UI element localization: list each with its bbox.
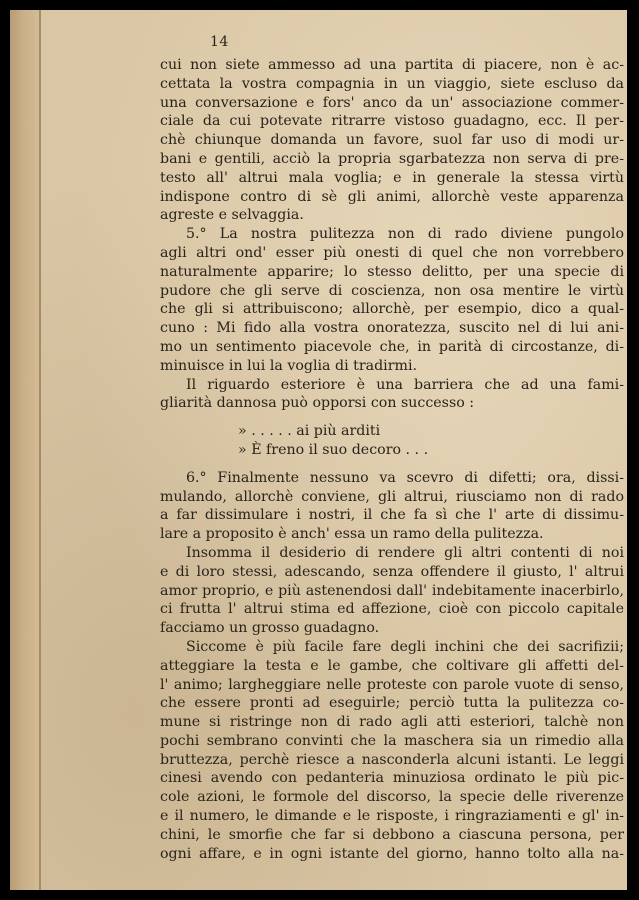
text-line: cinesi avendo con pedanteria minuziosa ordinato le più pic- (160, 770, 624, 787)
paragraphs-top (160, 56, 624, 413)
text-line: cuno : Mi fido alla vostra onoratezza, suscito nel di lui ani- (160, 320, 624, 337)
text-line: cui non siete ammesso ad una partita di piacere, non è ac- (160, 57, 624, 73)
text-line: ciale da cui potevate ritrarre vistoso guadagno, ecc. Il per- (160, 113, 624, 130)
page-number: 14 (210, 34, 229, 50)
text-line: 5.° La nostra pulitezza non di rado diviene pungolo (186, 226, 624, 243)
text-line: chè chiunque domanda un favore, suol far uso di modi ur- (160, 132, 624, 149)
text-line: ogni affare, e in ogni istante del giorno, hanno tolto alla na- (160, 845, 624, 862)
text-line: amor proprio, e più astenendosi dall' indebitamente inacerbirlo, (160, 582, 624, 599)
text-line: minuisce in lui la voglia di tradirmi. (160, 357, 418, 374)
text-line: Il riguardo esteriore è una barriera che ad una fami- (186, 376, 624, 393)
text-line: mo un sentimento piacevole che, in parità di circostanze, di- (160, 338, 624, 355)
text-line: bani e gentili, acciò la propria sgarbatezza non serva di pre- (160, 150, 624, 167)
text-line: a far dissimulare i nostri, il che fa sì che l' arte di dissimu- (160, 507, 624, 524)
quote-line: » È freno il suo decoro . . . (238, 441, 429, 458)
text-line: testo all' altrui mala voglia; e in generale la stessa virtù (160, 169, 624, 186)
text-line: l' animo; largheggiare nelle proteste con parole vuote di senso, (160, 676, 624, 693)
book-page (10, 10, 627, 890)
text-line: atteggiare la testa e le gambe, che coltivare gli affetti del- (160, 657, 624, 674)
book-spine (10, 10, 40, 890)
text-line: pochi sembrano convinti che la maschera sia un rimedio alla (160, 732, 624, 749)
text-line: ci frutta l' altrui stima ed affezione, cioè con piccolo capitale (160, 601, 624, 618)
text-line: chini, le smorfie che far si debbono a ciascuna persona, per (160, 826, 624, 843)
text-line: 6.° Finalmente nessuno va scevro di difetti; ora, dissi- (186, 469, 624, 486)
text-line: Insomma il desiderio di rendere gli altri contenti di noi (186, 544, 624, 561)
text-line: mulando, allorchè conviene, gli altrui, riusciamo non di rado (160, 488, 624, 505)
quote-gap-top (160, 413, 624, 422)
text-line: agli altri ond' esser più onesti di quel che non vorrebbero (160, 244, 624, 261)
text-line: bruttezza, perchè riesce a nasconderla alcuni istanti. Le leggi (160, 751, 624, 768)
text-line: cettata la vostra compagnia in un viaggio, siete escluso da (160, 75, 624, 92)
text-line: facciamo un grosso guadagno. (160, 620, 380, 637)
text-line: gliarità dannosa può opporsi con successo : (160, 395, 475, 412)
text-line: pudore che gli serve di coscienza, non osa mentire le virtù (160, 282, 624, 299)
paragraphs-bottom (160, 469, 624, 864)
text-line: che essere pronti ad eseguirle; perciò tutta la pulitezza co- (160, 695, 624, 712)
text-line: cole azioni, le formole del discorso, la specie delle riverenze (160, 789, 624, 806)
quote-gap-bottom (160, 460, 624, 469)
verse-quote (160, 422, 624, 460)
page-text-block (160, 34, 624, 863)
text-line: Siccome è più facile fare degli inchini che dei sacrifizii; (186, 638, 624, 655)
text-line: e il numero, le dimande e le risposte, i ringraziamenti e gl' in- (160, 808, 624, 825)
spine-edge (39, 10, 41, 890)
quote-line: » . . . . . ai più arditi (238, 423, 381, 440)
text-line: naturalmente apparire; lo stesso delitto, per una specie di (160, 263, 624, 280)
text-line: che gli si attribuiscono; allorchè, per esempio, dico a qual- (160, 301, 624, 318)
text-line: mune si ristringe non di rado agli atti esteriori, talchè non (160, 714, 624, 731)
text-line: una conversazione e fors' anco da un' associazione commer- (160, 94, 624, 111)
text-line: e di loro stessi, adescando, senza offendere il giusto, l' altrui (160, 563, 624, 580)
text-line: lare a proposito è anch' essa un ramo della pulitezza. (160, 526, 544, 543)
text-line: indispone contro di sè gli animi, allorchè veste apparenza (160, 188, 624, 205)
text-line: agreste e selvaggia. (160, 207, 304, 224)
